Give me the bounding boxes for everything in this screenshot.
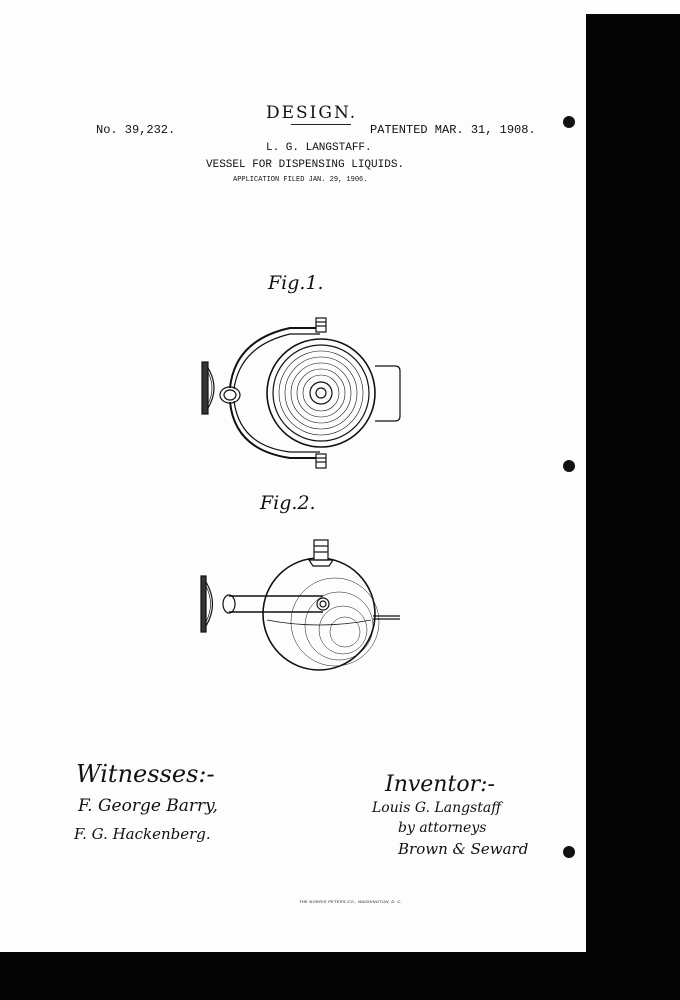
inventor-name: L. G. LANGSTAFF. [266, 142, 372, 154]
binder-hole-top [563, 116, 575, 128]
figure-2-label: Fig.2. [260, 492, 316, 514]
attorneys-signature: Brown & Seward [398, 840, 529, 858]
witnesses-label: Witnesses:- [76, 760, 215, 788]
inventor-signature: Louis G. Langstaff [372, 800, 502, 816]
witness-signature-2: F. G. Hackenberg. [74, 825, 211, 843]
patent-date: PATENTED MAR. 31, 1908. [370, 123, 536, 137]
inventor-label: Inventor:- [385, 772, 495, 797]
patent-number: No. 39,232. [96, 123, 176, 137]
scan-border-right [586, 14, 680, 1000]
application-filed: APPLICATION FILED JAN. 29, 1906. [233, 176, 368, 184]
printer-credit: THE NORRIS PETERS CO., WASHINGTON, D. C. [299, 899, 402, 904]
figure-1-label: Fig.1. [268, 272, 324, 294]
scan-border-bottom [0, 952, 680, 1000]
binder-hole-bottom [563, 846, 575, 858]
title-underline [291, 124, 351, 125]
by-attorneys-text: by attorneys [398, 820, 487, 836]
patent-subject: VESSEL FOR DISPENSING LIQUIDS. [206, 159, 405, 171]
figure-1-drawing [190, 300, 410, 480]
witness-signature-1: F. George Barry, [78, 796, 218, 816]
document-title: DESIGN. [266, 103, 358, 123]
binder-hole-middle [563, 460, 575, 472]
figure-2-drawing [195, 530, 415, 700]
